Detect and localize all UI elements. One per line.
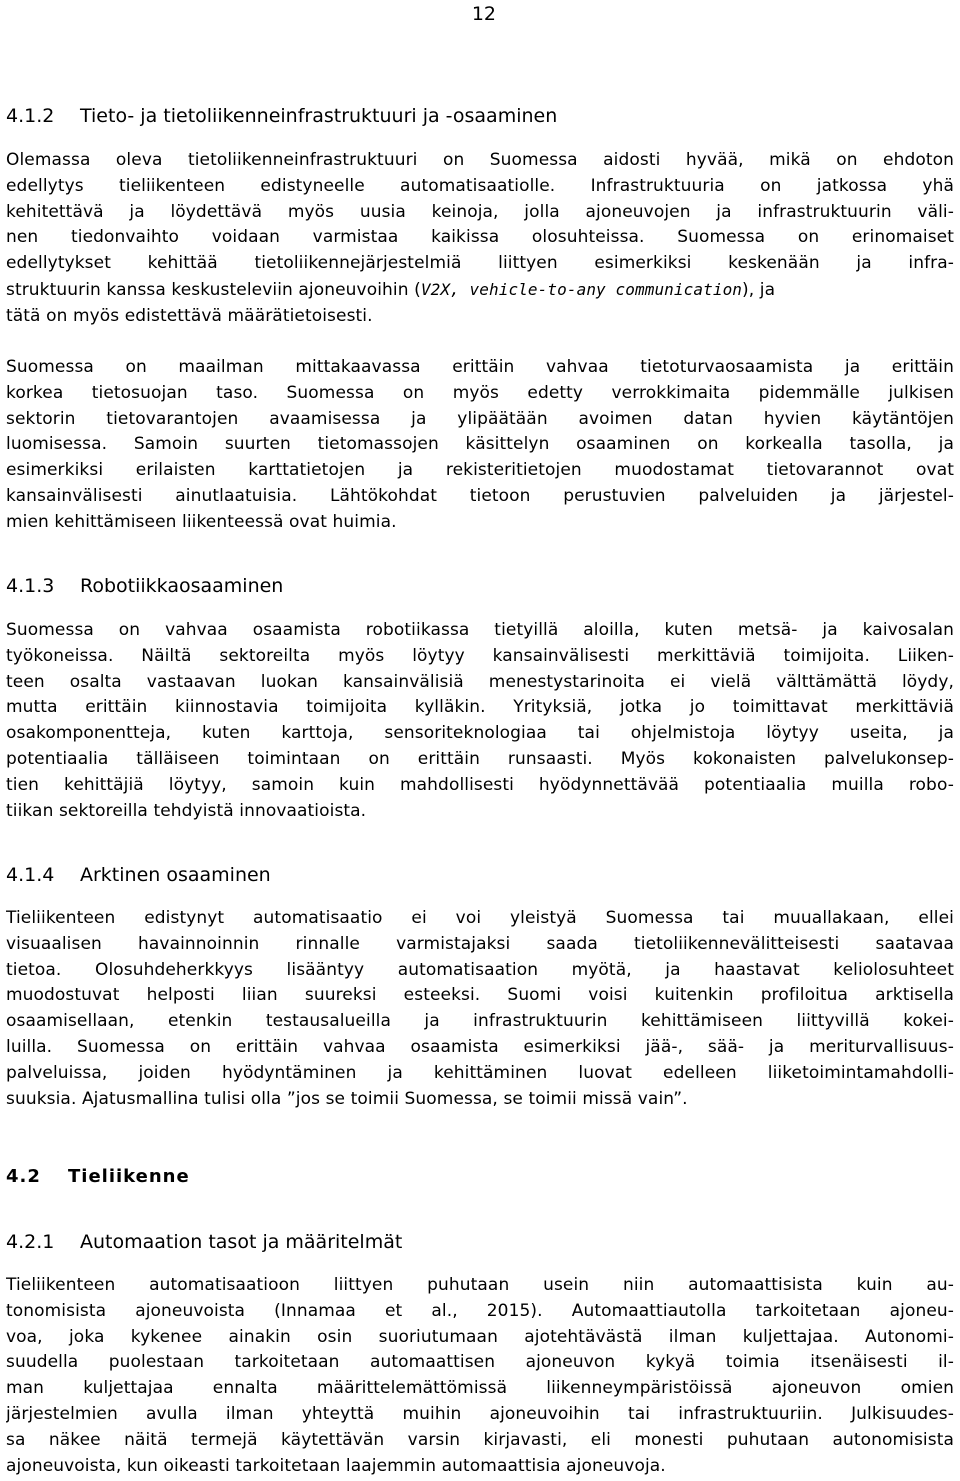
text-line: korkea tietosuojan taso. Suomessa on myös edetty verrokkimaita pidemmälle julkisen — [6, 382, 954, 403]
heading-title: Arktinen osaaminen — [80, 864, 271, 886]
paragraph-4-1-4 — [6, 906, 954, 1112]
paragraph-4-2-1 — [6, 1273, 954, 1479]
text-span: struktuurin kanssa keskusteleviin ajoneuvoihin ( — [6, 279, 421, 300]
text-line: luilla. Suomessa on erittäin vahvaa osaamista esimerkiksi jää-, sää- ja meriturvallisuus- — [6, 1036, 954, 1057]
text-line: Suomessa on vahvaa osaamista robotiikassa tietyillä aloilla, kuten metsä- ja kaivosalan — [6, 620, 954, 640]
heading-number: 4.2 — [6, 1166, 41, 1187]
heading-number: 4.1.4 — [6, 864, 55, 886]
text-line: man kuljettajaa ennalta määrittelemättömissä liikenneympäristöissä ajoneuvon omien — [6, 1378, 954, 1399]
text-line: työkoneissa. Näiltä sektoreilta myös löytyy kansainvälisesti merkittäviä toimijoita. Liiken- — [6, 645, 954, 666]
heading-title: Automaation tasot ja määritelmät — [80, 1231, 403, 1253]
text-line: Suomessa on maailman mittakaavassa erittäin vahvaa tietoturvaosaamista ja erittäin — [6, 357, 954, 377]
text-line: Tieliikenteen edistynyt automatisaatio ei voi yleistyä Suomessa tai muuallakaan, ellei — [6, 908, 954, 928]
text-line: suudella puolestaan tarkoitetaan automaattisen ajoneuvon kykyä toimia itsenäisesti il- — [6, 1352, 954, 1373]
heading-title: Tieliikenne — [68, 1166, 190, 1187]
text-line: suuksia. Ajatusmallina tulisi olla ”jos se toimii Suomessa, se toimii missä vain”. — [6, 1088, 688, 1109]
heading-4-1-3 — [6, 573, 954, 599]
heading-number: 4.1.3 — [6, 575, 55, 597]
heading-number: 4.1.2 — [6, 105, 55, 127]
heading-4-2 — [6, 1164, 954, 1190]
text-line: potentiaalia tälläiseen toimintaan on erittäin runsaasti. Myös kokonaisten palvelukonsep- — [6, 748, 954, 769]
text-line: Tieliikenteen automatisaatioon liittyen puhutaan usein niin automaattisista kuin au- — [6, 1275, 954, 1295]
text-line-with-code — [6, 277, 954, 304]
text-line: mien kehittämiseen liikenteessä ovat huimia. — [6, 511, 397, 532]
text-line: nen tiedonvaihto voidaan varmistaa kaikissa olosuhteissa. Suomessa on erinomaiset — [6, 227, 954, 248]
text-line: edellytys tieliikenteen edistyneelle automatisaatiolle. Infrastruktuuria on jatkossa yhä — [6, 175, 954, 196]
text-line: voa, joka kykenee ainakin osin suoriutumaan ajotehtävästä ilman kuljettajaa. Autonomi- — [6, 1326, 954, 1347]
code-term: V2X, vehicle-to-any communication — [420, 279, 743, 299]
page-number: 12 — [471, 3, 496, 25]
text-line: tätä on myös edistettävä määrätietoisesti. — [6, 305, 373, 326]
text-line: osaamisellaan, etenkin testausalueilla ja infrastruktuurin kehittämiseen liittyvillä kokei- — [6, 1011, 954, 1032]
text-line: teen osalta vastaavan luokan kansainvälisiä menestystarinoita ei vielä välttämättä löydy, — [6, 671, 954, 692]
text-line: sektorin tietovarantojen avaamisessa ja ylipäätään avoimen datan hyvien käytäntöjen — [6, 408, 954, 429]
text-line: edellytykset kehittää tietoliikennejärjestelmiä liittyen esimerkiksi keskenään ja infra- — [6, 253, 954, 274]
text-line: esimerkiksi erilaisten karttatietojen ja rekisteritietojen muodostamat tietovarannot ovat — [6, 460, 954, 481]
text-line: luomisessa. Samoin suurten tietomassojen käsittelyn osaaminen on korkealla tasolla, ja — [6, 434, 954, 455]
text-line: kansainvälisesti ainutlaatuisia. Lähtökohdat tietoon perustuvien palveluiden ja järjestel- — [6, 485, 954, 506]
heading-number: 4.2.1 — [6, 1231, 55, 1253]
text-line: Olemassa oleva tietoliikenneinfrastruktuuri on Suomessa aidosti hyvää, mikä on ehdoton — [6, 150, 954, 170]
text-line: visuaalisen havainnoinnin rinnalle varmistajaksi saada tietoliikennevälitteisesti saatavaa — [6, 933, 954, 954]
text-line: osakomponentteja, kuten karttoja, sensoriteknologiaa tai ohjelmistoja löytyy useita, ja — [6, 723, 954, 744]
heading-4-1-2 — [6, 103, 954, 129]
text-line: tiikan sektoreilla tehdyistä innovaatioista. — [6, 800, 367, 821]
text-line: muodostuvat helposti liian suureksi esteeksi. Suomi voisi kuitenkin profiloitua arktisella — [6, 985, 954, 1006]
paragraph-4-1-2-b — [6, 355, 954, 536]
text-line: tietoa. Olosuhdeherkkyys lisääntyy automatisaation myötä, ja haastavat keliolosuhteet — [6, 959, 954, 980]
text-line: palveluissa, joiden hyödyntäminen ja kehittäminen luovat edelleen liiketoimintamahdolli- — [6, 1062, 954, 1083]
paragraph-4-1-3 — [6, 618, 954, 824]
text-span: ), ja — [742, 279, 776, 300]
heading-4-1-4 — [6, 862, 954, 888]
text-line: järjestelmien avulla ilman yhteyttä muihin ajoneuvoihin tai infrastruktuuriin. Julkisuudes- — [6, 1403, 954, 1424]
heading-4-2-1 — [6, 1229, 954, 1255]
text-line: ajoneuvoista, kun oikeasti tarkoitetaan laajemmin automaattisia ajoneuvoja. — [6, 1455, 666, 1476]
text-line: tonomisista ajoneuvoista (Innamaa et al., 2015). Automaattiautolla tarkoitetaan ajoneu- — [6, 1300, 954, 1321]
text-line: kehitettävä ja löydettävä myös uusia keinoja, jolla ajoneuvojen ja infrastruktuurin väli- — [6, 201, 954, 222]
paragraph-4-1-2-a — [6, 148, 954, 330]
heading-title: Robotiikkaosaaminen — [80, 575, 284, 597]
text-line: mutta erittäin kiinnostavia toimijoita kylläkin. Yrityksiä, jotka jo toimittavat merkittäviä — [6, 697, 954, 718]
text-line: sa näkee näitä termejä käytettävän varsin kirjavasti, eli monesti puhutaan autonomisista — [6, 1429, 954, 1450]
heading-title: Tieto- ja tietoliikenneinfrastruktuuri ja -osaaminen — [80, 105, 558, 127]
text-line: tien kehittäjiä löytyy, samoin kuin mahdollisesti hyödynnettävää potentiaalia muilla robo- — [6, 774, 954, 795]
